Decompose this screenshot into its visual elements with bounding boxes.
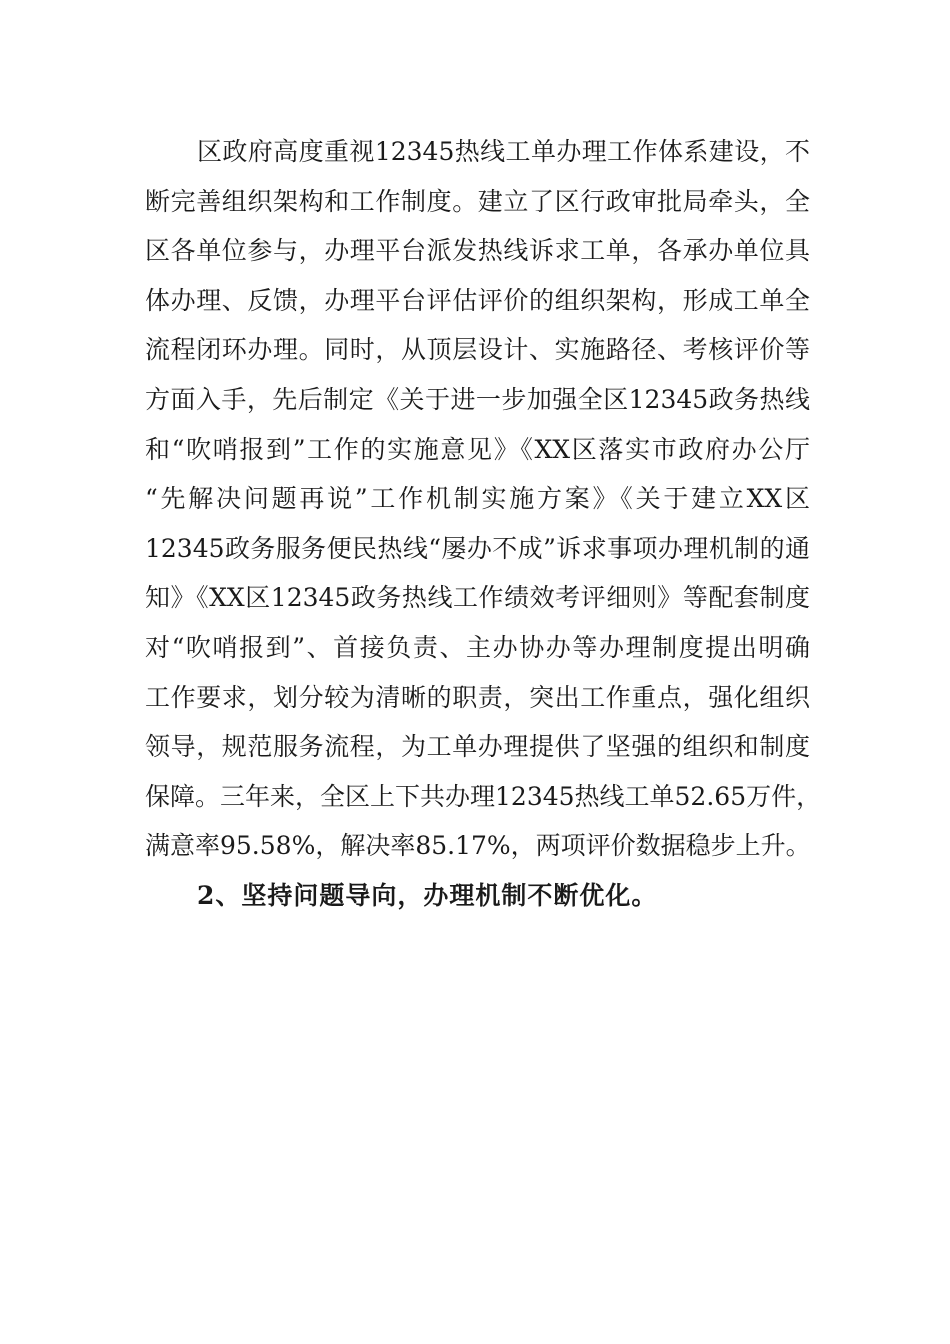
paragraph-line: 工作要求，划分较为清晰的职责，突出工作重点，强化组织 xyxy=(145,682,810,712)
paragraph-line: 满意率95.58%，解决率85.17%，两项评价数据稳步上升。 xyxy=(145,831,811,861)
paragraph-line: 方面入手，先后制定《关于进一步加强全区12345政务热线 xyxy=(145,384,810,414)
paragraph-line: 对“吹哨报到”、首接负责、主办协办等办理制度提出明确 xyxy=(145,632,810,662)
paragraph-line: 体办理、反馈，办理平台评估评价的组织架构，形成工单全 xyxy=(145,285,810,315)
paragraph-line: 领导，规范服务流程，为工单办理提供了坚强的组织和制度 xyxy=(145,732,810,762)
paragraph-line: 和“吹哨报到”工作的实施意见》《XX区落实市政府办公厅 xyxy=(145,434,810,464)
paragraph-line: 12345政务服务便民热线“屡办不成”诉求事项办理机制的通 xyxy=(145,533,810,563)
section-heading: 2、坚持问题导向，办理机制不断优化。 xyxy=(197,880,658,910)
paragraph-line: 知》《XX区12345政务热线工作绩效考评细则》等配套制度 xyxy=(145,583,810,613)
paragraph-line: 保障。三年来，全区上下共办理12345热线工单52.65万件， xyxy=(145,781,822,811)
paragraph-line: 流程闭环办理。同时，从顶层设计、实施路径、考核评价等 xyxy=(145,335,810,365)
paragraph-line: “先解决问题再说”工作机制实施方案》《关于建立XX区 xyxy=(145,484,810,514)
document-body xyxy=(145,127,822,921)
paragraph-line: 区政府高度重视12345热线工单办理工作体系建设，不 xyxy=(197,137,810,166)
paragraph-line: 断完善组织架构和工作制度。建立了区行政审批局牵头，全 xyxy=(145,186,810,216)
paragraph-line: 区各单位参与，办理平台派发热线诉求工单，各承办单位具 xyxy=(145,236,810,266)
